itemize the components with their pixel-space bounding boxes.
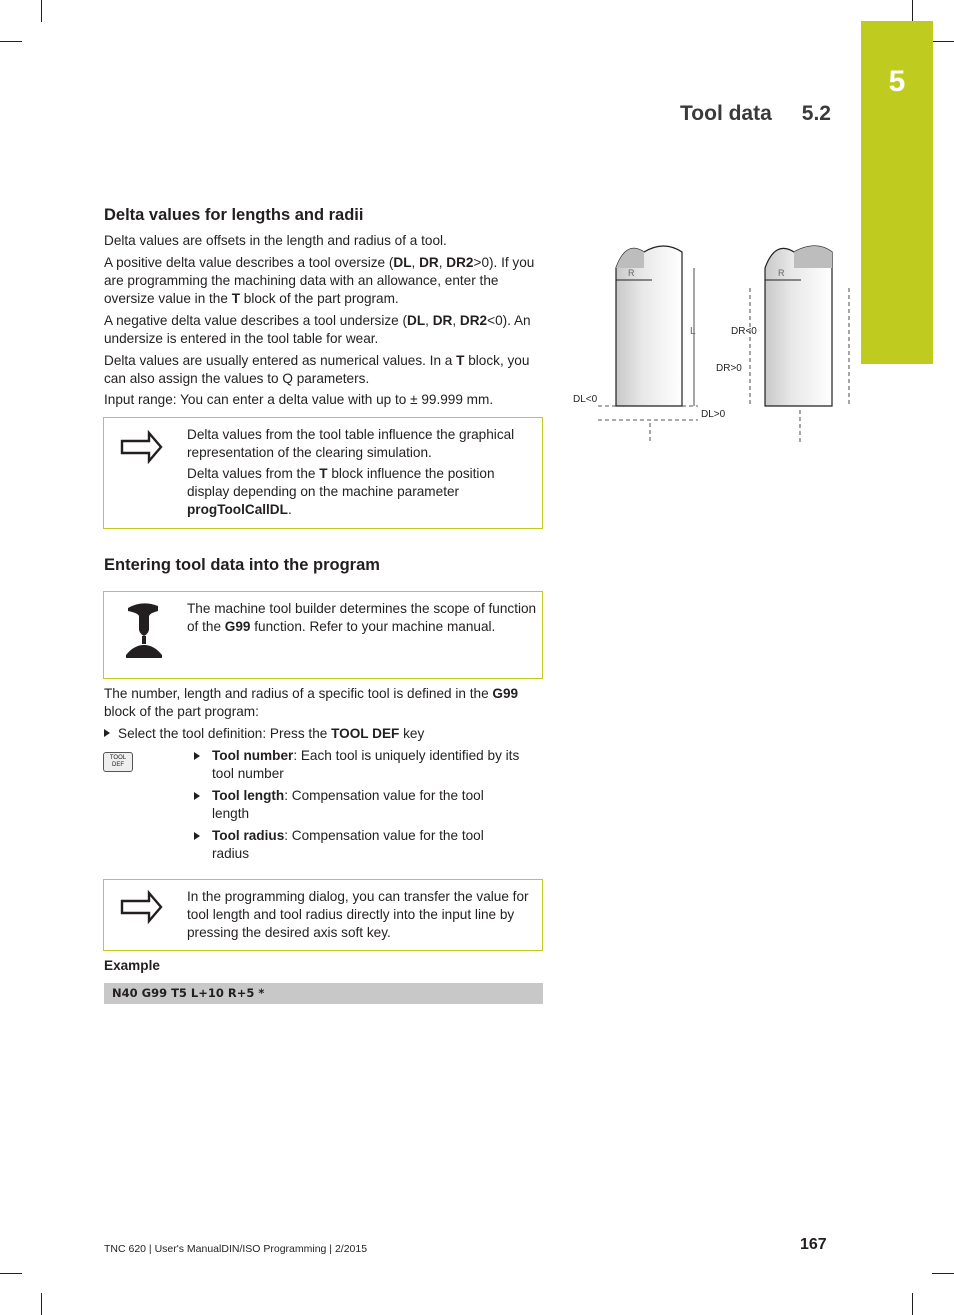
section-heading-delta-values: Delta values for lengths and radii	[104, 206, 364, 224]
section-heading-entering-tool-data: Entering tool data into the program	[104, 556, 380, 574]
paragraph: A positive delta value describes a tool oversize (DL, DR, DR2>0). If you are programming the machining data with an allowance, enter the oversize value in the T block of the part program.	[104, 255, 535, 306]
figure-label-dl-neg: DL<0	[573, 394, 598, 405]
figure-label-dl-pos: DL>0	[701, 409, 726, 420]
arrow-right-icon	[104, 880, 186, 940]
bullet-arrow-icon	[194, 752, 200, 760]
figure-label-r: R	[628, 268, 635, 278]
figure-label-r: R	[778, 268, 785, 278]
note-box	[103, 879, 543, 951]
running-head	[680, 102, 831, 126]
list-item: Tool length: Compensation value for the tool length	[194, 787, 544, 823]
bullet-arrow-icon	[194, 792, 200, 800]
paragraph: Input range: You can enter a delta value with up to ± 99.999 mm.	[104, 392, 494, 407]
note-text: Delta values from the T block influence the position display depending on the machine parameter progToolCallDL.	[187, 466, 495, 517]
figure-label-dr-neg: DR<0	[731, 326, 757, 337]
crop-mark	[932, 1273, 954, 1274]
figure-label-dr-pos: DR>0	[716, 363, 742, 374]
arrow-right-icon	[104, 420, 186, 480]
paragraph: Delta values are offsets in the length and radius of a tool.	[104, 233, 447, 248]
paragraph: Delta values are usually entered as numerical values. In a T block, you can also assign the values to Q parameters.	[104, 353, 530, 386]
crop-mark	[41, 1293, 42, 1315]
crop-mark	[932, 41, 954, 42]
running-head-title: Tool data	[680, 102, 772, 125]
tool-def-key[interactable]: TOOL DEF	[103, 752, 133, 772]
bullet-arrow-icon	[194, 832, 200, 840]
figure-label-l: L	[690, 326, 696, 337]
crop-mark	[0, 41, 22, 42]
page-number: 167	[800, 1236, 827, 1253]
step-item: Select the tool definition: Press the TOOL DEF key	[104, 725, 424, 743]
note-box	[103, 417, 543, 529]
example-label: Example	[104, 958, 160, 973]
note-box-machine	[103, 591, 543, 679]
list-item: Tool number: Each tool is uniquely identified by its tool number	[194, 747, 544, 783]
list-item: Tool radius: Compensation value for the tool radius	[194, 827, 544, 863]
tool-delta-figure	[568, 238, 858, 448]
running-head-section: 5.2	[801, 102, 831, 125]
crop-mark	[912, 1293, 913, 1315]
crop-mark	[0, 1273, 22, 1274]
machine-tool-icon	[104, 600, 186, 670]
note-text: The machine tool builder determines the scope of function of the G99 function. Refer to your machine manual.	[187, 601, 537, 634]
note-text: Delta values from the tool table influence the graphical representation of the clearing simulation.	[187, 427, 515, 460]
chapter-tab	[861, 21, 933, 364]
note-text: In the programming dialog, you can transfer the value for tool length and tool radius directly into the input line by pressing the desired axis soft key.	[187, 889, 529, 940]
footer-text: TNC 620 | User's ManualDIN/ISO Programming | 2/2015	[104, 1243, 368, 1255]
chapter-number: 5	[888, 65, 906, 98]
crop-mark	[912, 0, 913, 22]
paragraph: The number, length and radius of a specific tool is defined in the G99 block of the part program:	[104, 686, 519, 719]
code-example: N40 G99 T5 L+10 R+5 *	[104, 983, 543, 1004]
bullet-arrow-icon	[104, 729, 110, 737]
paragraph: A negative delta value describes a tool undersize (DL, DR, DR2<0). An undersize is entered in the tool table for wear.	[104, 313, 531, 346]
crop-mark	[41, 0, 42, 22]
